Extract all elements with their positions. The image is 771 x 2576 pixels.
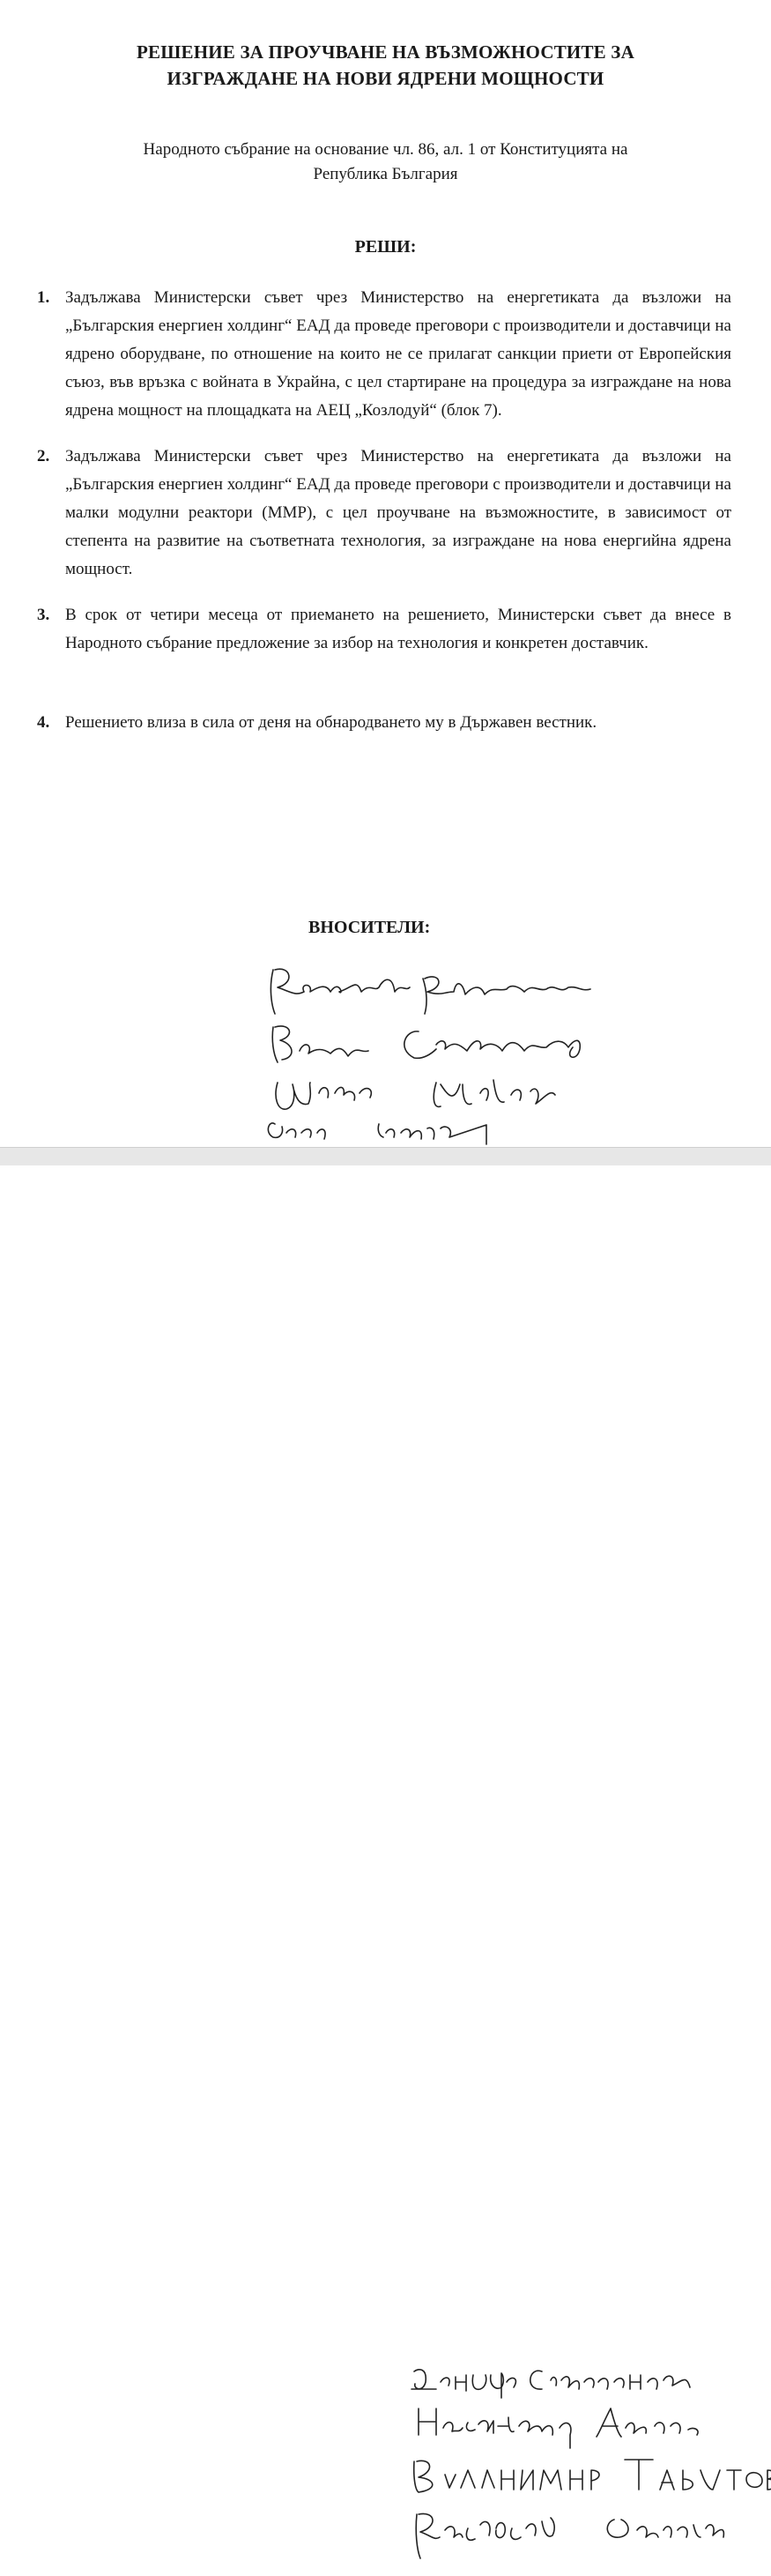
item-text: В срок от четири месеца от приемането на решението, Министерски съвет да внесе в Народното събрание предложение за избор на технология и конкретен доставчик. (65, 606, 731, 652)
signature (419, 2408, 698, 2448)
item-text: Решението влиза в сила от деня на обнародването му в Държавен вестник. (65, 713, 597, 732)
item-number: 3. (37, 606, 50, 624)
item-text: Задължава Министерски съвет чрез Министерство на енергетиката да възложи на „Българския енергиен холдинг“ ЕАД да проведе преговори с производители и доставчици на ядрено оборудване, по отношение на които не се прилагат санкции приети от Европейския съюз, във връзка с войната в Украйна, с цел стартиране на процедура за изграждане на нова ядрена мощност на площадката на АЕЦ „Козлодуй“ (блок 7). (65, 288, 731, 420)
handwritten-signatures-group-1 (256, 952, 643, 1146)
item-number: 4. (37, 713, 50, 732)
decision-heading: РЕШИ: (354, 237, 417, 257)
decision-item (35, 601, 731, 658)
document-page (0, 0, 771, 1146)
preamble-line-1: Народното събрание на основание чл. 86, ал. 1 от Конституцията на (143, 140, 628, 159)
decision-item (35, 284, 731, 425)
signature (268, 1123, 486, 1144)
handwritten-signatures-group-2 (410, 2356, 771, 2576)
submitters-label: ВНОСИТЕЛИ: (308, 918, 431, 937)
document-title (0, 39, 771, 92)
signature (272, 1026, 580, 1062)
signature (411, 2370, 690, 2398)
title-line-1: РЕШЕНИЕ ЗА ПРОУЧВАНЕ НА ВЪЗМОЖНОСТИТЕ ЗА (137, 41, 634, 63)
decision-item (35, 443, 731, 584)
signature (271, 969, 590, 1014)
document-page-continuation (0, 1165, 771, 1411)
title-line-2: ИЗГРАЖДАНЕ НА НОВИ ЯДРЕНИ МОЩНОСТИ (167, 68, 604, 89)
decision-items (35, 284, 731, 737)
page-separator (0, 1147, 771, 1166)
item-number: 2. (37, 447, 50, 465)
decision-item (35, 709, 731, 737)
signature (276, 1080, 555, 1109)
item-text: Задължава Министерски съвет чрез Министерство на енергетиката да възложи на „Българския енергиен холдинг“ ЕАД да проведе преговори с производители и доставчици на малки модулни реактори (ММР), с цел проучване на възможностите, в зависимост от степента на развитие на съответната технология, за изграждане на нова енергийна ядрена мощност. (65, 447, 731, 578)
signature (416, 2513, 723, 2558)
preamble-line-2: Република България (313, 165, 458, 183)
item-number: 1. (37, 288, 50, 307)
signature (414, 2460, 771, 2492)
preamble (0, 138, 771, 187)
